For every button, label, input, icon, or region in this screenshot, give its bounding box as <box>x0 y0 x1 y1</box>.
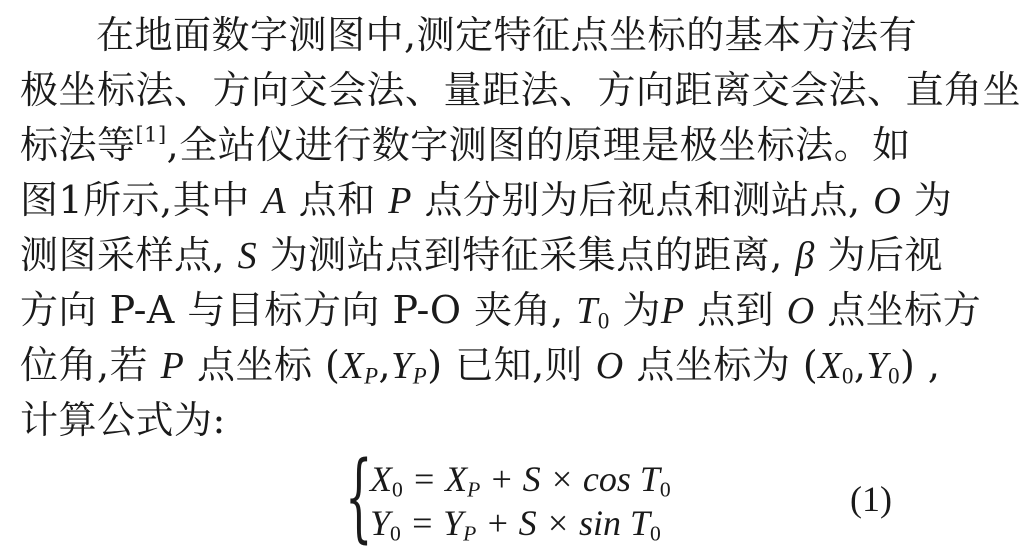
math-subscript: P <box>467 477 481 502</box>
math-subscript: 0 <box>392 477 403 502</box>
equation-block <box>345 441 905 553</box>
text-line-6 <box>20 287 982 342</box>
text-segment: 计算公式为: <box>20 398 226 442</box>
math-var-t: T <box>576 290 598 332</box>
equation-term: + S × sin T <box>476 503 650 543</box>
math-var-x: X <box>370 459 392 499</box>
equation-term: + S × cos T <box>480 459 660 499</box>
text-segment: 为后视 <box>814 233 943 277</box>
text-line-3 <box>20 122 910 177</box>
text-segment: 为 <box>609 288 661 332</box>
math-subscript: P <box>364 363 379 389</box>
equation-line-2 <box>370 503 661 546</box>
text-line-5 <box>20 232 943 287</box>
math-var-beta: β <box>795 235 815 277</box>
math-var-y: Y <box>370 503 391 543</box>
math-var-y: Y <box>866 345 889 387</box>
math-subscript: 0 <box>390 521 401 546</box>
text-segment: 点坐标 ( <box>184 343 341 387</box>
math-var-s: S <box>237 235 258 277</box>
citation-reference: [1] <box>135 122 167 147</box>
math-subscript: P <box>463 521 477 546</box>
text-segment: , <box>853 343 867 387</box>
math-subscript: 0 <box>649 521 661 546</box>
math-var-y: Y <box>391 345 413 387</box>
text-segment: 在地面数字测图中,测定特征点坐标的基本方法有 <box>96 13 918 57</box>
math-var-p: P <box>660 290 685 332</box>
text-segment: 点坐标方 <box>814 288 982 332</box>
text-segment: 为测站点到特征采集点的距离, <box>257 233 796 277</box>
math-var-p: P <box>388 180 412 222</box>
text-line-1 <box>20 12 918 67</box>
text-segment: ,全站仪进行数字测图的原理是极坐标法。如 <box>166 123 911 167</box>
text-segment: ) 已知,则 <box>427 343 596 387</box>
math-var-p: P <box>160 345 185 387</box>
equation-number: (1) <box>850 479 892 519</box>
equation-line-1 <box>370 459 671 502</box>
text-segment: 标法等 <box>20 123 136 167</box>
math-subscript: 0 <box>888 363 900 389</box>
text-line-2 <box>20 67 1021 122</box>
math-var-o: O <box>595 345 624 387</box>
math-var-x: X <box>818 345 842 387</box>
body-paragraph <box>20 12 1021 452</box>
math-var-o: O <box>786 290 815 332</box>
text-line-4 <box>20 177 953 232</box>
equation-brace: { <box>345 441 373 553</box>
text-segment: 为 <box>901 178 953 222</box>
text-segment: 点和 <box>286 178 389 222</box>
equation-term: = Y <box>400 503 464 543</box>
math-subscript: 0 <box>659 477 671 502</box>
text-segment: 图1所示,其中 <box>20 178 263 222</box>
math-subscript: 0 <box>597 308 610 334</box>
text-line-8 <box>20 397 910 452</box>
text-segment: 点坐标为 ( <box>623 343 819 387</box>
text-segment: 测图采样点, <box>20 233 238 277</box>
math-subscript: P <box>412 363 428 389</box>
text-segment: 点分别为后视点和测站点, <box>411 178 874 222</box>
text-segment: ) , <box>899 343 941 387</box>
text-segment: 极坐标法、方向交会法、量距法、方向距离交会法、直角坐 <box>20 68 1021 112</box>
text-line-7 <box>20 342 941 397</box>
text-segment: 点到 <box>684 288 787 332</box>
math-var-o: O <box>873 180 902 222</box>
text-segment: 位角,若 <box>20 343 161 387</box>
equation-term: = X <box>402 459 468 499</box>
text-segment: , <box>378 343 392 387</box>
math-var-a: A <box>262 180 287 222</box>
text-segment: 方向 P-A 与目标方向 P-O 夹角, <box>20 288 577 332</box>
math-var-x: X <box>340 345 365 387</box>
math-subscript: 0 <box>841 363 854 389</box>
